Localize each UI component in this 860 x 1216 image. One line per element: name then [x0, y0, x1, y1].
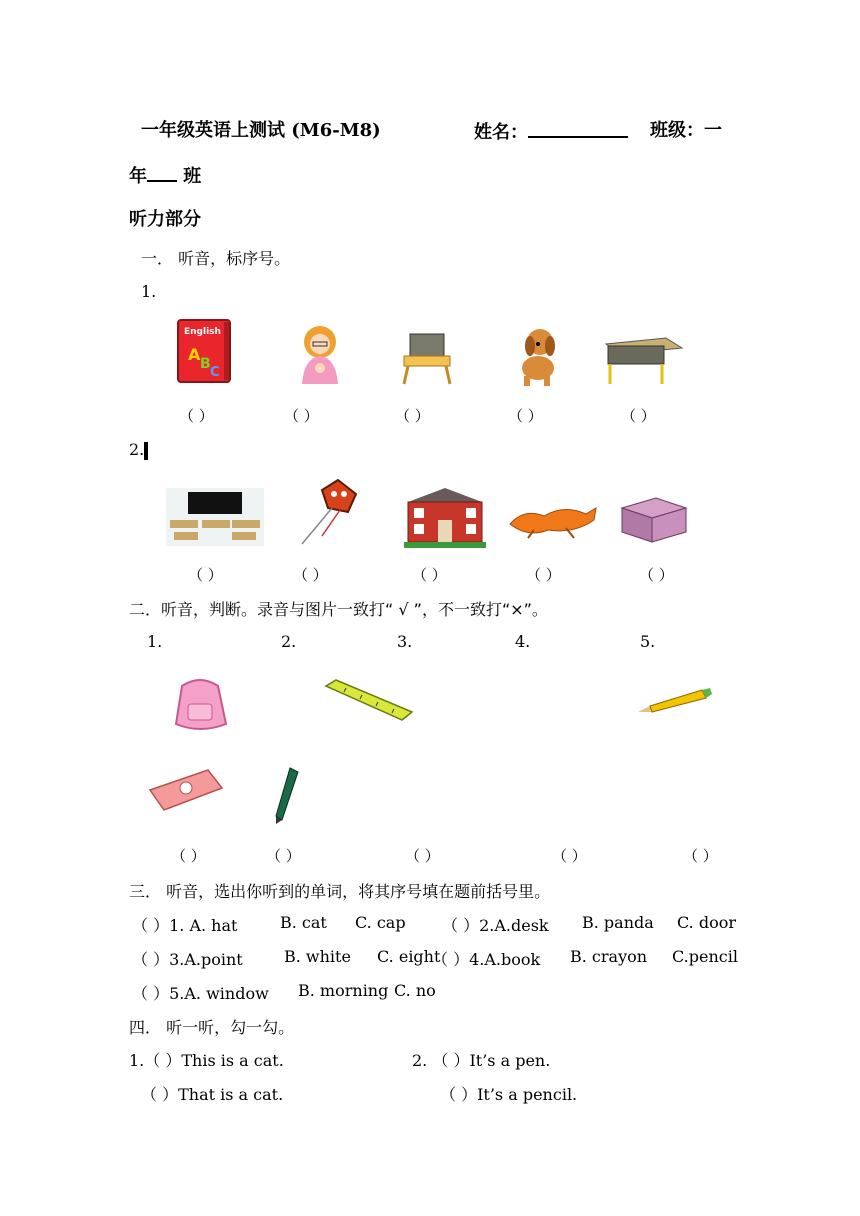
q1-heading: 一． 听音，标序号。	[141, 249, 291, 268]
classroom-image	[166, 488, 264, 546]
q1-row2-answer-1[interactable]: （ ）	[188, 566, 223, 584]
schoolbag-image	[168, 676, 234, 734]
q1-row1-answer-1[interactable]: （ ）	[179, 407, 214, 425]
q3-item-2-c: C. door	[677, 913, 736, 932]
q4-item-2a[interactable]: 2. （ ）It’s a pen.	[412, 1051, 551, 1070]
class-label: 班级：一	[650, 120, 722, 141]
q2-num-2: 2.	[281, 632, 297, 651]
class-suffix: 班	[183, 166, 202, 187]
title-code: (M6-M8)	[291, 120, 381, 141]
kite-image	[298, 476, 368, 548]
q4-item-1b[interactable]: （ ）That is a cat.	[141, 1085, 284, 1104]
q3-item-1[interactable]: （ ）1. A. hat	[132, 916, 238, 935]
pencil-image	[636, 688, 714, 718]
q1-row1-answer-3[interactable]: （ ）	[395, 407, 430, 425]
q2-answer-2[interactable]: （ ）	[266, 847, 301, 865]
box-image	[614, 494, 690, 546]
q3-heading: 三． 听音，选出你听到的单词，将其序号填在题前括号里。	[129, 882, 551, 901]
q1-row2-answer-3[interactable]: （ ）	[412, 566, 447, 584]
q2-answer-5[interactable]: （ ）	[683, 847, 718, 865]
q1-row1-answer-4[interactable]: （ ）	[508, 407, 543, 425]
q2-answer-4[interactable]: （ ）	[552, 847, 587, 865]
q2-num-3: 3.	[397, 632, 413, 651]
class-prefix: 年	[129, 166, 147, 187]
q1-row1-answer-2[interactable]: （ ）	[284, 407, 319, 425]
svg-text:C: C	[210, 365, 220, 380]
q3-item-2[interactable]: （ ）2.A.desk	[442, 916, 549, 935]
q2-num-1: 1.	[147, 632, 163, 651]
q3-item-4-c: C.pencil	[672, 947, 738, 966]
class-field[interactable]	[129, 160, 201, 188]
q2-answer-1[interactable]: （ ）	[171, 847, 206, 865]
name-field[interactable]	[474, 116, 628, 144]
q1-row1-label: 1.	[141, 282, 157, 301]
q4-heading: 四． 听一听，勾一勾。	[129, 1018, 295, 1037]
pencil-case-image	[148, 766, 224, 816]
q4-item-2b[interactable]: （ ）It’s a pencil.	[440, 1085, 578, 1104]
q1-row2-label	[129, 440, 148, 460]
name-label: 姓名：	[474, 122, 528, 143]
q3-item-3-b: B. white	[284, 947, 351, 966]
q2-num-4: 4.	[515, 632, 531, 651]
q3-item-1-c: C. cap	[355, 913, 406, 932]
book-title: English	[184, 327, 221, 337]
q3-item-2-b: B. panda	[582, 913, 654, 932]
svg-text:A: A	[188, 345, 201, 364]
teacher-image	[268, 322, 376, 386]
section-listening: 听力部分	[129, 209, 201, 230]
title-text: 一年级英语上测试	[141, 120, 285, 141]
q3-item-3[interactable]: （ ）3.A.point	[132, 950, 243, 969]
name-blank[interactable]	[528, 116, 628, 138]
q3-item-4[interactable]: （ ）4.A.book	[432, 950, 541, 969]
q1-row1-answer-5[interactable]: （ ）	[621, 407, 656, 425]
q3-item-1-b: B. cat	[280, 913, 327, 932]
q2-num-5: 5.	[640, 632, 656, 651]
desk-image	[596, 330, 688, 386]
row2-num: 2.	[129, 440, 145, 459]
q1-row2-answer-4[interactable]: （ ）	[526, 566, 561, 584]
svg-text:B: B	[200, 356, 211, 372]
ruler-image	[322, 678, 414, 724]
q3-item-5-c: C. no	[394, 981, 436, 1000]
pen-image	[270, 766, 306, 826]
page-title	[141, 116, 381, 142]
q1-row2-answer-2[interactable]: （ ）	[293, 566, 328, 584]
q3-item-5[interactable]: （ ）5.A. window	[132, 984, 269, 1003]
dog-image	[488, 322, 588, 388]
q2-answer-3[interactable]: （ ）	[405, 847, 440, 865]
q2-heading: 二．听音，判断。录音与图片一致打“ √ ”，不一致打“×”。	[129, 600, 548, 619]
q1-row2-answer-5[interactable]: （ ）	[639, 566, 674, 584]
fox-image	[504, 494, 602, 540]
english-book-image	[176, 318, 232, 384]
q3-item-4-b: B. crayon	[570, 947, 648, 966]
q3-item-3-c: C. eight	[377, 947, 441, 966]
school-image	[404, 484, 486, 548]
q3-item-5-b: B. morning	[298, 981, 389, 1000]
q4-item-1a[interactable]: 1.（ ）This is a cat.	[129, 1051, 284, 1070]
class-blank[interactable]	[147, 160, 177, 182]
chair-image	[386, 330, 474, 386]
